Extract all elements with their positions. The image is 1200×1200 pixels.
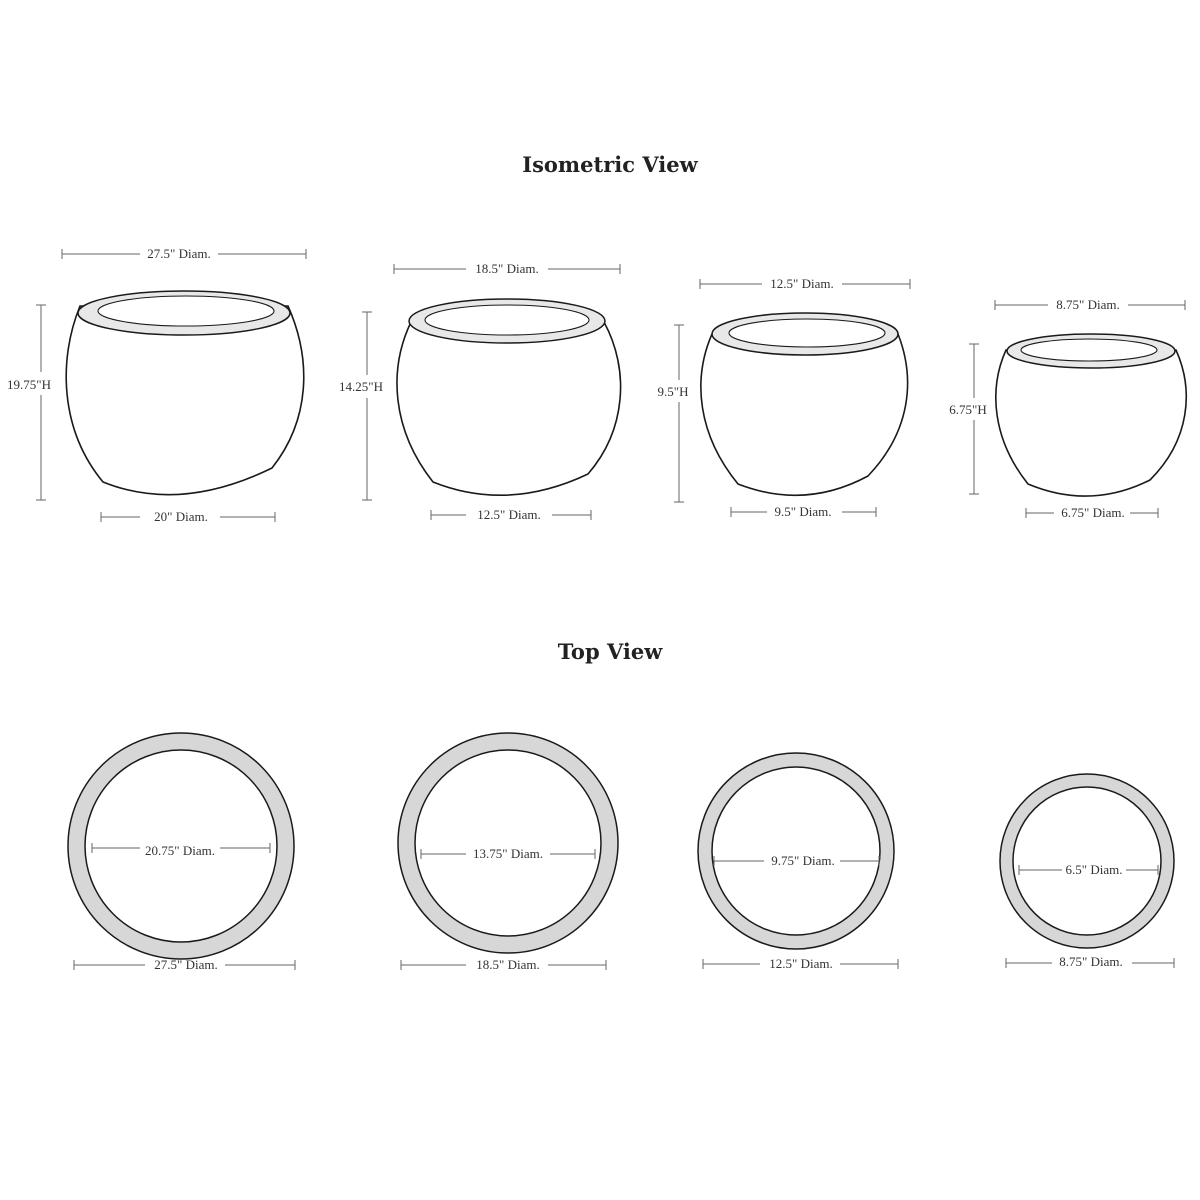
ring-inner	[1013, 787, 1161, 935]
isometric-pot-sm	[949, 297, 1186, 520]
outer-diameter-dimension	[401, 957, 606, 972]
height-label: 6.75"H	[949, 402, 987, 417]
pot-opening	[425, 305, 589, 335]
top-diameter-dimension	[394, 261, 620, 276]
pot-body	[996, 350, 1186, 496]
isometric-pot-xl	[7, 246, 306, 524]
bottom-diameter-dimension	[731, 504, 876, 519]
pot-body	[397, 322, 621, 495]
ring-inner	[415, 750, 601, 936]
height-dimension	[658, 325, 689, 502]
height-dimension	[339, 312, 383, 500]
top-diameter-label: 12.5" Diam.	[770, 276, 834, 291]
bottom-diameter-dimension	[101, 509, 275, 524]
bottom-diameter-dimension	[1026, 505, 1158, 520]
outer-diameter-dimension	[703, 956, 898, 971]
pot-body	[701, 334, 908, 495]
top-diameter-label: 8.75" Diam.	[1056, 297, 1120, 312]
height-label: 9.5"H	[657, 384, 689, 399]
top-view-ring-sm	[1000, 774, 1174, 969]
outer-diameter-label: 18.5" Diam.	[476, 957, 540, 972]
ring-inner	[712, 767, 880, 935]
pot-opening	[98, 296, 274, 326]
outer-diameter-dimension	[1006, 954, 1174, 969]
height-dimension	[949, 344, 986, 494]
pot-opening	[1021, 339, 1157, 361]
top-view-ring-xl	[68, 733, 295, 972]
outer-diameter-label: 27.5" Diam.	[154, 957, 218, 972]
inner-diameter-label: 20.75" Diam.	[145, 843, 215, 858]
isometric-pot-lg	[339, 261, 621, 522]
top-diameter-label: 27.5" Diam.	[147, 246, 211, 261]
inner-diameter-label: 6.5" Diam.	[1065, 862, 1123, 877]
outer-diameter-label: 12.5" Diam.	[769, 956, 833, 971]
pot-opening	[729, 319, 885, 347]
height-label: 19.75"H	[7, 377, 51, 392]
inner-diameter-label: 13.75" Diam.	[473, 846, 543, 861]
inner-diameter-label: 9.75" Diam.	[771, 853, 835, 868]
outer-diameter-label: 8.75" Diam.	[1059, 954, 1123, 969]
top-diameter-dimension	[700, 276, 910, 291]
isometric-pot-md	[658, 276, 910, 519]
top-diameter-label: 18.5" Diam.	[475, 261, 539, 276]
isometric-view-title: Isometric View	[522, 152, 698, 177]
outer-diameter-dimension	[74, 957, 295, 972]
height-label: 14.25"H	[339, 379, 383, 394]
top-diameter-dimension	[995, 297, 1185, 312]
height-dimension	[7, 305, 51, 500]
top-diameter-dimension	[62, 246, 306, 261]
top-view-ring-md	[698, 753, 898, 971]
top-view-ring-lg	[398, 733, 618, 972]
bottom-diameter-label: 20" Diam.	[154, 509, 208, 524]
bottom-diameter-label: 12.5" Diam.	[477, 507, 541, 522]
bottom-diameter-label: 6.75" Diam.	[1061, 505, 1125, 520]
bottom-diameter-label: 9.5" Diam.	[774, 504, 832, 519]
top-view-title: Top View	[557, 639, 663, 664]
bottom-diameter-dimension	[431, 507, 591, 522]
